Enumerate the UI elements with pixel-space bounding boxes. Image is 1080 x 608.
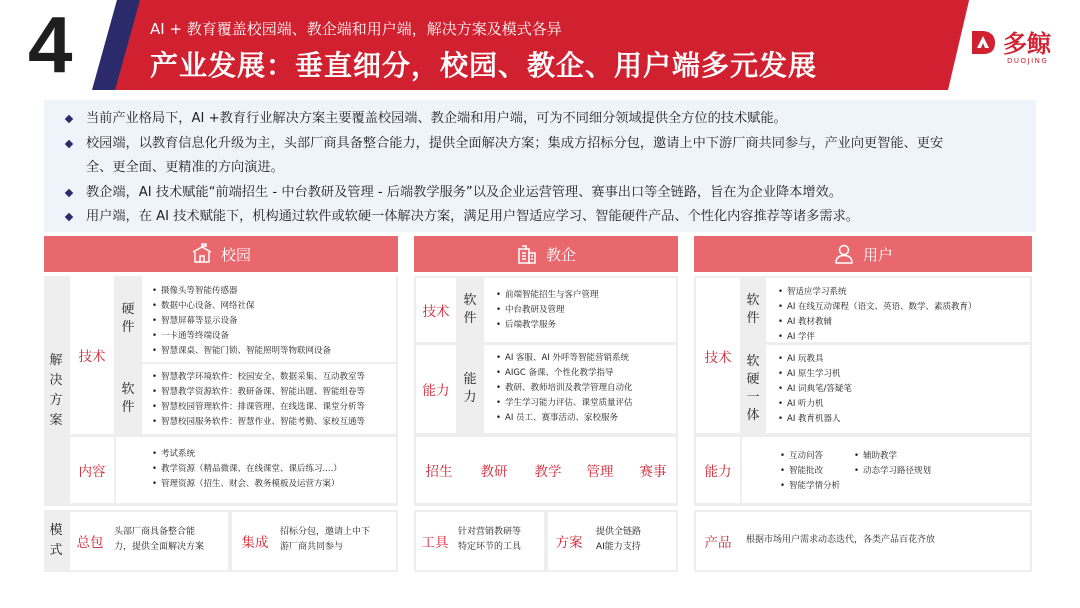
- enterprise-ability-list: [484, 345, 676, 433]
- user-software-list: [766, 278, 1030, 342]
- enterprise-scenes-row: [416, 437, 676, 503]
- enterprise-software-label: 软件: [458, 278, 482, 342]
- scene-management: 管理: [586, 464, 614, 480]
- scene-enrollment: 招生: [425, 464, 453, 480]
- list-item: • AI 听力机: [778, 397, 1030, 412]
- list-item: • 学生学习能力评估、课堂质量评估: [496, 396, 676, 411]
- mode-desc-line: 提供全链路: [596, 527, 642, 537]
- list-item: • AI 原生学习机: [778, 367, 1030, 382]
- list-item: • AI 客服、AI 外呼等智能营销系统: [496, 351, 676, 366]
- mode-label: 集成: [241, 535, 269, 551]
- enterprise-software-list: [484, 278, 676, 342]
- list-item: • 前端智能招生与客户管理: [496, 288, 676, 303]
- list-item: • AI 玩教具: [778, 352, 1030, 367]
- list-item: • 后端教学服务: [496, 318, 676, 333]
- logo-subtext: DUOJING: [1007, 57, 1049, 65]
- enterprise-mode-tools: [416, 512, 544, 570]
- enterprise-section-header: [414, 236, 678, 272]
- section-number: 4: [28, 0, 73, 89]
- bullet-item-continuation: 全、更全面、更精准的方向演进。: [86, 160, 284, 175]
- scene-competition: 赛事: [639, 464, 667, 480]
- list-item: • 智能学情分析: [780, 479, 840, 494]
- list-item: • 教学资源（精品微课、在线课堂、课后练习....）: [152, 462, 396, 477]
- list-item: • 教研、教师培训及教学管理自动化: [496, 381, 676, 396]
- user-mode-product: [696, 512, 1030, 570]
- list-item: • 管理资源（招生、财会、教务模板及运营方案）: [152, 477, 396, 492]
- enterprise-ability-label: 能力: [416, 345, 456, 433]
- mode-desc-line: 特定环节的工具: [458, 542, 522, 552]
- bullet-item: 当前产业格局下，AI +教育行业解决方案主要覆盖校园端、教企端和用户端，可为不同细分领域提供全方位的技术赋能。: [64, 107, 1022, 132]
- logo-text: 多鲸: [1003, 30, 1051, 58]
- campus-mode-label: 模式: [49, 523, 63, 558]
- duojing-logo-icon: [968, 27, 998, 57]
- list-item: • 摄像头等智能传感器: [152, 284, 396, 299]
- list-item: • AI 学伴: [778, 330, 1030, 345]
- list-item: • 智适应学习系统: [778, 285, 1030, 300]
- list-item: • 智慧屏幕等显示设备: [152, 314, 396, 329]
- mode-desc-line: 招标分包，邀请上中下: [280, 527, 371, 537]
- list-item: • 一卡通等终端设备: [152, 329, 396, 344]
- enterprise-tech-label: 技术: [416, 278, 456, 342]
- list-item: • 智慧校园服务软件：智慧作业、智能考勤、家校互通等: [152, 415, 396, 430]
- list-item: • 互动问答: [780, 449, 840, 464]
- list-item: • 数据中心设备、网络社保: [152, 299, 396, 314]
- enterprise-ability-sublabel: 能力: [458, 345, 482, 433]
- page-subtitle: AI + 教育覆盖校园端、教企端和用户端，解决方案及模式各异: [150, 20, 562, 38]
- user-hardsoft-list: [766, 345, 1030, 433]
- list-item: • AI 词典笔/答疑笔: [778, 382, 1030, 397]
- mode-desc-line: 力，提供全面解决方案: [114, 542, 205, 552]
- user-ability-label: 能力: [696, 437, 740, 503]
- user-section-title: 用户: [862, 245, 893, 264]
- campus-section-title: 校园: [220, 245, 251, 264]
- mode-label: 工具: [421, 535, 449, 551]
- user-software-label: 软件: [742, 278, 764, 342]
- mode-desc-line: 游厂商共同参与: [280, 542, 344, 552]
- scene-research: 教研: [480, 464, 508, 480]
- campus-mode-turnkey: [70, 512, 228, 570]
- list-item: • AI 在线互动课程（语文、英语、数学、素质教育）: [778, 300, 1030, 315]
- list-item: • AI 员工、赛事活动、家校服务: [496, 411, 676, 426]
- bullet-item: 教企端，AI 技术赋能“前端招生 - 中台教研及管理 - 后端教学服务”以及企业运营管理、赛事出口等全链路，旨在为企业降本增效。: [64, 181, 1022, 206]
- list-item: • 考试系统: [152, 447, 396, 462]
- mode-desc-line: AI能力支持: [596, 542, 641, 552]
- enterprise-section-title: 教企: [545, 245, 576, 264]
- campus-section-header: [44, 236, 398, 272]
- mode-label: 产品: [704, 535, 732, 551]
- list-item: • 智慧课桌、智能门锁、智能照明等物联网设备: [152, 344, 396, 359]
- list-item: • AI 教育机器人: [778, 412, 1030, 427]
- campus-hardware-label: 硬件: [116, 276, 140, 362]
- campus-mode-integration: [232, 512, 396, 570]
- user-tech-label: 技术: [696, 278, 740, 433]
- list-item: • 中台教研及管理: [496, 303, 676, 318]
- mode-desc-line: 头部厂商具备整合能: [114, 527, 196, 537]
- list-item: • 智能批改: [780, 464, 840, 479]
- enterprise-mode-solution: [548, 512, 676, 570]
- campus-content-list: [116, 437, 396, 503]
- list-item: • 智慧教学资源软件：教研备课、智能出题、智能组卷等: [152, 385, 396, 400]
- list-item: • 智慧校园管理软件：排课管理、在线选课、课堂分析等: [152, 400, 396, 415]
- campus-hardware-list: [142, 276, 396, 362]
- page-title: 产业发展：垂直细分，校园、教企、用户端多元发展: [150, 49, 818, 82]
- list-item: • 辅助教学: [854, 449, 931, 464]
- user-section-header: [694, 236, 1032, 272]
- mode-desc-line: 根据市场用户需求动态迭代，各类产品百花齐放: [746, 535, 936, 545]
- user-icon: [833, 243, 855, 265]
- bullet-item: 校园端，以教育信息化升级为主，头部厂商具备整合能力，提供全面解决方案；集成方招标分包，邀请上中下游厂商共同参与，产业向更智能、更安: [64, 132, 1022, 157]
- bullet-item: 用户端，在 AI 技术赋能下，机构通过软件或软硬一体解决方案，满足用户智适应学习、智能硬件产品、个性化内容推荐等诸多需求。: [64, 205, 1022, 230]
- list-item: • AIGC 备课、个性化教学指导: [496, 366, 676, 381]
- scene-teaching: 教学: [534, 464, 562, 480]
- enterprise-icon: [516, 243, 538, 265]
- list-item: • 智慧教学环境软件：校园安全、数据采集、互动教室等: [152, 370, 396, 385]
- list-item: • AI 教材教辅: [778, 315, 1030, 330]
- campus-tech-label: 技术: [70, 276, 114, 434]
- summary-bullets: [44, 100, 1036, 232]
- user-hardsoft-label: 软硬一体: [742, 345, 764, 433]
- campus-solution-label: 解决方案: [49, 353, 63, 428]
- campus-software-list: [142, 364, 396, 434]
- campus-software-label: 软件: [116, 364, 140, 434]
- mode-label: 总包: [76, 535, 104, 551]
- list-item: • 动态学习路径规划: [854, 464, 931, 479]
- campus-content-label: 内容: [70, 437, 114, 503]
- user-ability-list: [742, 437, 1030, 503]
- campus-icon: [191, 243, 213, 265]
- mode-desc-line: 针对营销教研等: [458, 527, 522, 537]
- mode-label: 方案: [555, 535, 583, 551]
